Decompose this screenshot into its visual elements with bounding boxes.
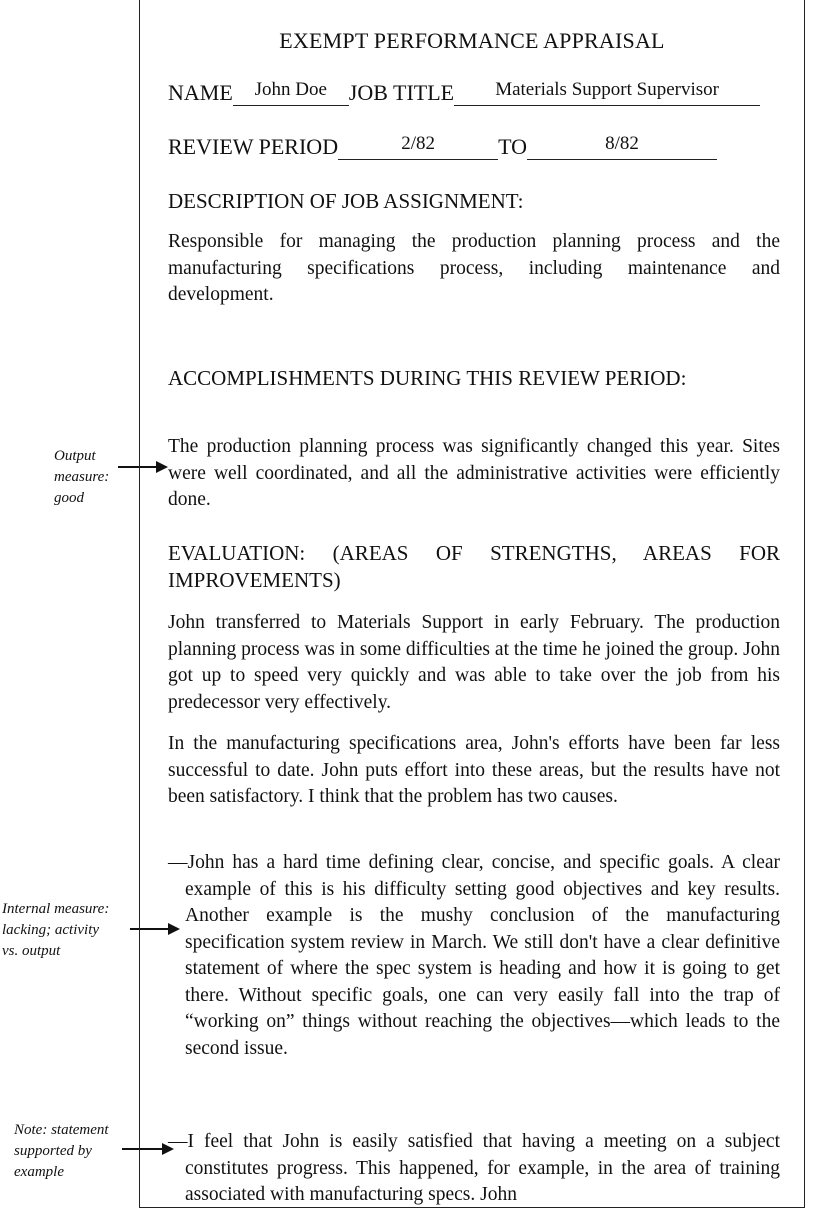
annotation-line: good	[54, 490, 84, 506]
annotation-line: measure:	[54, 469, 110, 485]
review-to-value: 8/82	[605, 133, 639, 154]
review-to-field	[527, 135, 717, 160]
review-period-label: REVIEW PERIOD	[168, 134, 339, 159]
form-title: EXEMPT PERFORMANCE APPRAISAL	[279, 28, 665, 53]
annotation-line: lacking; activity	[2, 922, 100, 938]
name-row	[168, 80, 760, 106]
annotation-line: supported by	[14, 1143, 92, 1159]
annotation-line: Internal measure:	[2, 901, 110, 917]
to-label: TO	[498, 134, 528, 159]
name-field	[233, 81, 349, 106]
description-text: Responsible for managing the production planning process and the manufacturing specifications process, including maintenance and development.	[168, 231, 780, 305]
accomplishments-text: The production planning process was significantly changed this year. Sites were well coordinated, and all the administrative activities were efficiently done.	[168, 436, 780, 510]
name-label: NAME	[168, 80, 233, 105]
accomplishments-heading: ACCOMPLISHMENTS DURING THIS REVIEW PERIOD:	[168, 366, 687, 390]
annotation-line: Output	[54, 448, 96, 464]
evaluation-paragraph: John transferred to Materials Support in early February. The production planning process was in some difficulties at the time he joined the group. John got up to speed very quickly and was able to take over the job from his predecessor very effectively.	[168, 612, 780, 713]
evaluation-bullet: —John has a hard time defining clear, concise, and specific goals. A clear example of this is his difficulty setting good objectives and key results. Another example is the mushy conclusion of the manufacturing specification system review in March. We still don't have a clear definitive statement of where the spec system is heading and how it is going to get there. Without specific goals, one can very easily fall into the trap of “working on” things without reaching the objectives—which leads to the second issue.	[168, 852, 780, 1059]
evaluation-paragraph: In the manufacturing specifications area, John's efforts have been far less successful to date. John puts effort into these areas, but the results have not been satisfactory. I think that the problem has two causes.	[168, 733, 780, 807]
evaluation-bullet: —I feel that John is easily satisfied that having a meeting on a subject constitutes progress. This happened, for example, in the area of training associated with manufacturing specs. John	[168, 1131, 780, 1205]
review-period-row	[168, 134, 717, 160]
job-title-value: Materials Support Supervisor	[495, 79, 719, 100]
description-heading: DESCRIPTION OF JOB ASSIGNMENT:	[168, 189, 524, 213]
annotation-line: vs. output	[2, 943, 61, 959]
annotation-line: Note: statement	[14, 1122, 109, 1138]
review-from-value: 2/82	[401, 133, 435, 154]
annotation-output-measure	[54, 446, 109, 509]
annotation-line: example	[14, 1164, 64, 1180]
name-value: John Doe	[254, 79, 327, 100]
review-from-field	[338, 135, 498, 160]
job-title-field	[454, 81, 760, 106]
appraisal-form	[139, 0, 805, 1208]
annotation-internal-measure	[2, 899, 109, 962]
job-title-label: JOB TITLE	[348, 80, 455, 105]
annotation-statement-supported	[14, 1120, 109, 1183]
evaluation-heading: EVALUATION: (AREAS OF STRENGTHS, AREAS FOR IMPROVEMENTS)	[168, 541, 780, 592]
